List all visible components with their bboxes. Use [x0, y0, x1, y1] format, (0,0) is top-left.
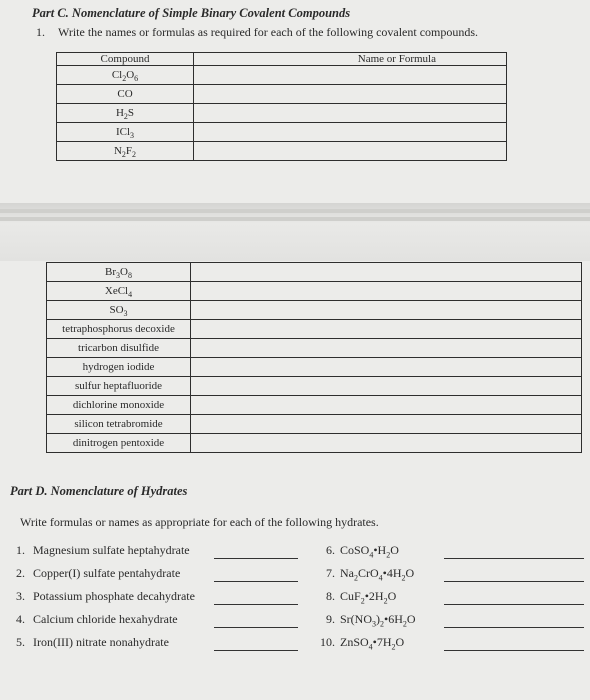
subscript: 2: [383, 596, 388, 606]
hydrate-item: [309, 635, 404, 650]
subscript: 4: [368, 642, 373, 652]
answer-blank[interactable]: [214, 650, 298, 651]
answer-blank[interactable]: [444, 558, 584, 559]
hydrate-item: [16, 612, 178, 627]
hydrate-item: [309, 589, 396, 604]
subscript: 4: [128, 290, 133, 300]
answer-cell[interactable]: [194, 66, 507, 85]
answer-cell[interactable]: [191, 301, 582, 320]
compound-cell: [57, 142, 194, 161]
formula-text: •7H: [372, 635, 392, 649]
compound-label: [115, 107, 135, 122]
formula-text: hydrogen iodide: [82, 361, 155, 373]
subscript: 4: [378, 573, 383, 583]
hydrate-item: [309, 566, 414, 581]
formula-text: O: [405, 566, 415, 580]
answer-blank[interactable]: [214, 558, 298, 559]
answer-cell[interactable]: [191, 415, 582, 434]
compound-cell: [47, 339, 191, 358]
formula-text: sulfur heptafluoride: [74, 380, 163, 392]
hydrate-item: [16, 635, 169, 650]
subscript: 2: [380, 619, 384, 629]
answer-cell[interactable]: [191, 339, 582, 358]
answer-cell[interactable]: [191, 434, 582, 453]
subscript: 2: [402, 619, 407, 629]
subscript: 2: [391, 642, 396, 652]
item-number: 2.: [16, 566, 25, 580]
formula-text: dinitrogen pentoxide: [72, 437, 165, 449]
covalent-table-2: [46, 262, 582, 453]
hydrate-formula: [340, 589, 397, 606]
answer-cell[interactable]: [194, 123, 507, 142]
item-number: 6.: [326, 543, 335, 557]
table-header-row: [57, 53, 507, 66]
subscript: 2: [401, 573, 406, 583]
compound-label: [113, 145, 137, 160]
hydrate-name: Calcium chloride hexahydrate: [33, 612, 178, 626]
subscript: 2: [121, 150, 126, 160]
item-number: 5.: [16, 635, 25, 649]
table-row: [47, 415, 582, 434]
compound-cell: [47, 263, 191, 282]
formula-text: O: [126, 69, 135, 81]
compound-cell: [57, 104, 194, 123]
formula-text: ICl: [115, 126, 131, 138]
item-number: 7.: [326, 566, 335, 580]
compound-cell: [47, 377, 191, 396]
formula-text: CO: [117, 88, 133, 100]
compound-label: [74, 418, 162, 430]
covalent-table-1: [56, 52, 507, 161]
hydrate-name: Copper(I) sulfate pentahydrate: [33, 566, 181, 580]
compound-label: [73, 399, 164, 411]
hydrate-name: Magnesium sulfate heptahydrate: [33, 543, 190, 557]
hydrate-item: [309, 612, 416, 627]
formula-text: CoSO: [340, 543, 370, 557]
part-d-heading: Part D. Nomenclature of Hydrates: [10, 484, 188, 498]
answer-cell[interactable]: [191, 377, 582, 396]
hydrate-item: [16, 566, 180, 581]
formula-text: Cl: [111, 69, 123, 81]
formula-text: •4H: [382, 566, 402, 580]
compound-cell: [47, 396, 191, 415]
formula-text: F: [125, 145, 133, 157]
compound-cell: [57, 85, 194, 104]
answer-cell[interactable]: [191, 320, 582, 339]
part-c-instruction: [36, 25, 478, 40]
part-d-instruction: Write formulas or names as appropriate for each of the following hydrates.: [20, 515, 379, 529]
table-row: [57, 123, 507, 142]
name-formula-column-header: Name or Formula: [194, 53, 507, 66]
compound-cell: [47, 320, 191, 339]
compound-cell: [47, 301, 191, 320]
compound-label: [105, 266, 132, 281]
formula-text: ZnSO: [340, 635, 369, 649]
hydrate-formula: [340, 543, 399, 560]
subscript: 4: [369, 550, 374, 560]
compound-label: [83, 361, 155, 373]
item-number: 10.: [320, 635, 335, 649]
item-number: 1.: [16, 543, 25, 557]
compound-cell: [47, 358, 191, 377]
band-stripe: [0, 217, 590, 221]
hydrate-item: [309, 543, 399, 558]
subscript: 3: [116, 271, 121, 281]
answer-blank[interactable]: [444, 581, 584, 582]
compound-label: [75, 380, 162, 392]
hydrate-item: [16, 589, 195, 604]
formula-text: •H: [373, 543, 387, 557]
item-number: 9.: [326, 612, 335, 626]
subscript: 2: [123, 112, 128, 122]
table-row: [47, 301, 582, 320]
hydrate-item: [16, 543, 190, 558]
formula-text: N: [113, 145, 122, 157]
compound-column-header: Compound: [57, 53, 194, 66]
answer-cell[interactable]: [191, 396, 582, 415]
item-number: 3.: [16, 589, 25, 603]
compound-label: [117, 88, 132, 100]
table-row: [57, 142, 507, 161]
instruction-text: Write the names or formulas as required for each of the following covalent compounds.: [58, 25, 479, 39]
subscript: 3: [123, 309, 128, 319]
hydrate-name: Iron(III) nitrate nonahydrate: [33, 635, 169, 649]
answer-cell[interactable]: [194, 85, 507, 104]
formula-text: •2H: [364, 589, 384, 603]
compound-label: [73, 437, 164, 449]
compound-cell: [47, 282, 191, 301]
formula-text: O: [390, 543, 399, 557]
formula-text: tetraphosphorus decoxide: [62, 323, 175, 335]
subscript: 3: [372, 619, 376, 629]
hydrate-formula: [340, 566, 415, 583]
compound-label: [104, 285, 133, 300]
instruction-number: 1.: [36, 25, 45, 39]
subscript: 2: [360, 596, 365, 606]
answer-blank[interactable]: [444, 627, 584, 628]
subscript: 8: [127, 271, 132, 281]
formula-text: tricarbon disulfide: [78, 342, 159, 354]
answer-cell[interactable]: [191, 263, 582, 282]
formula-text: ): [376, 612, 380, 626]
answer-blank[interactable]: [214, 581, 298, 582]
hydrate-formula: [340, 612, 416, 629]
compound-cell: [47, 434, 191, 453]
table-row: [47, 339, 582, 358]
formula-text: Na: [340, 566, 354, 580]
table-row: [57, 66, 507, 85]
hydrate-formula: [340, 635, 405, 652]
table-row: [47, 358, 582, 377]
compound-label: [109, 304, 128, 319]
compound-label: [111, 69, 139, 84]
answer-blank[interactable]: [444, 604, 584, 605]
table-row: [47, 320, 582, 339]
compound-cell: [57, 66, 194, 85]
formula-text: XeCl: [104, 285, 129, 297]
table-row: [47, 263, 582, 282]
band-stripe: [0, 209, 590, 213]
compound-cell: [57, 123, 194, 142]
formula-text: H: [115, 107, 124, 119]
answer-cell[interactable]: [191, 358, 582, 377]
answer-cell[interactable]: [194, 104, 507, 123]
compound-label: [115, 126, 135, 141]
formula-text: dichlorine monoxide: [72, 399, 165, 411]
formula-text: CuF: [340, 589, 361, 603]
compound-cell: [47, 415, 191, 434]
formula-text: O: [406, 612, 416, 626]
subscript: 2: [386, 550, 391, 560]
table-row: [47, 377, 582, 396]
formula-text: O: [120, 266, 128, 278]
formula-text: Br: [105, 266, 117, 278]
answer-cell[interactable]: [194, 142, 507, 161]
formula-text: S: [127, 107, 135, 119]
formula-text: silicon tetrabromide: [74, 418, 163, 430]
formula-text: O: [387, 589, 397, 603]
formula-text: •6H: [384, 612, 403, 626]
answer-blank[interactable]: [214, 604, 298, 605]
formula-text: SO: [109, 304, 124, 316]
table-row: [57, 85, 507, 104]
formula-text: O: [395, 635, 405, 649]
subscript: 3: [130, 131, 135, 141]
formula-text: CrO: [358, 566, 379, 580]
compound-label: [78, 342, 159, 354]
answer-blank[interactable]: [444, 650, 584, 651]
table-row: [47, 434, 582, 453]
item-number: 4.: [16, 612, 25, 626]
subscript: 6: [134, 74, 139, 84]
table-row: [47, 282, 582, 301]
hydrate-name: Potassium phosphate decahydrate: [33, 589, 195, 603]
subscript: 2: [354, 573, 358, 583]
answer-blank[interactable]: [214, 627, 298, 628]
table-row: [47, 396, 582, 415]
answer-cell[interactable]: [191, 282, 582, 301]
page-gap-band: [0, 203, 590, 261]
part-c-heading: Part C. Nomenclature of Simple Binary Covalent Compounds: [32, 6, 351, 20]
formula-text: Sr(NO: [340, 612, 372, 626]
subscript: 2: [132, 150, 137, 160]
table-row: [57, 104, 507, 123]
subscript: 2: [122, 74, 127, 84]
item-number: 8.: [326, 589, 335, 603]
compound-label: [62, 323, 175, 335]
